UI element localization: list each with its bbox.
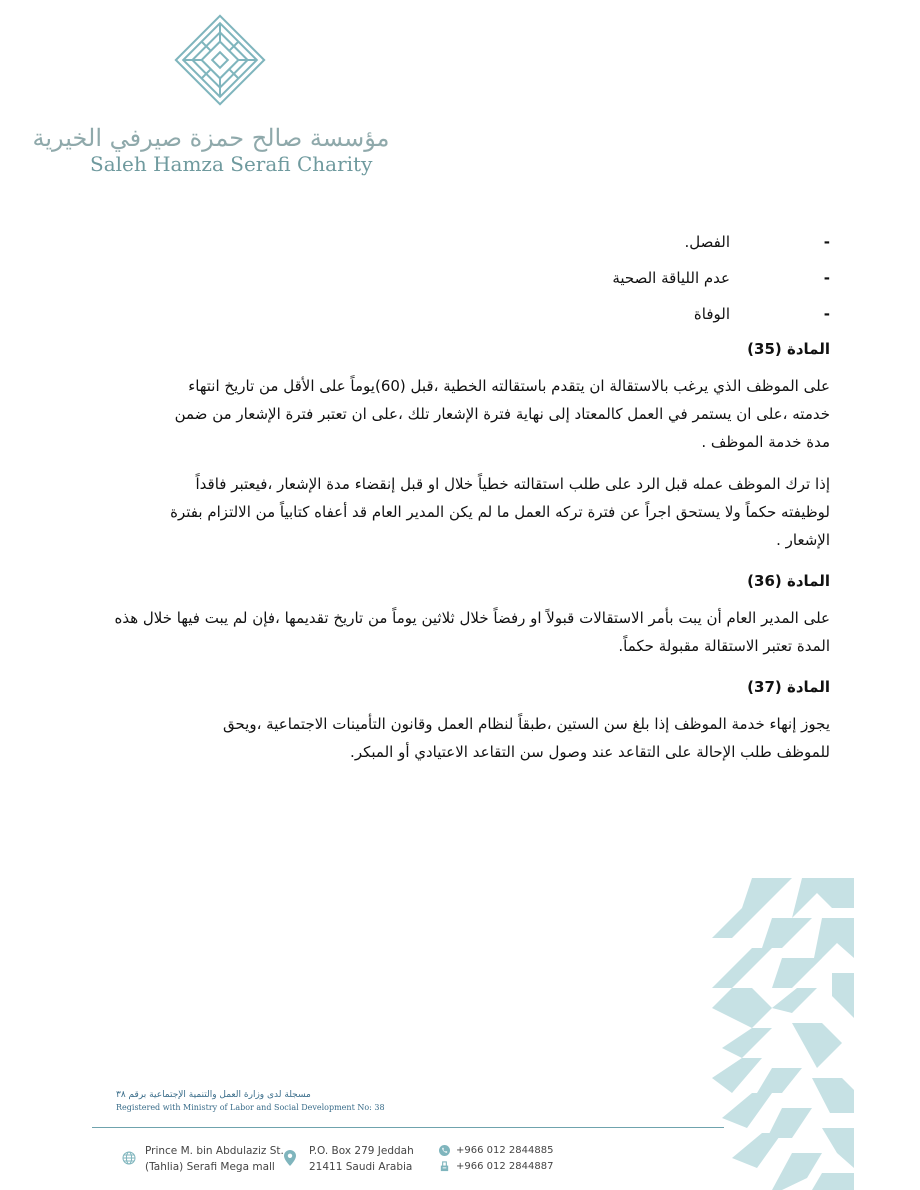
svg-text:مؤسسة صالح حمزة صيرفي الخيرية: مؤسسة صالح حمزة صيرفي الخيرية (32, 124, 390, 152)
article-heading: المادة (37) (747, 678, 830, 696)
address-line-1: Prince M. bin Abdulaziz St. (145, 1145, 284, 1157)
registration-arabic: مسجلة لدى وزارة العمل والتنمية الإجتماعية برقم ٣٨ (116, 1090, 311, 1100)
article-heading: المادة (35) (747, 340, 830, 358)
bullet-marker: - (823, 269, 830, 287)
address-line-2: (Tahlia) Serafi Mega mall (145, 1161, 275, 1173)
fax-icon (439, 1161, 450, 1172)
article-paragraph: على المدير العام أن يبت بأمر الاستقالات قبولاً او رفضاً خلال ثلاثين يوماً من تاريخ تقديمها ،فإن لم يبت فيها خلال هذه المدة تعتبر الاستقالة مقبولة حكماً. (114, 609, 830, 655)
decorative-pattern (712, 878, 854, 1190)
bullet-list (100, 228, 830, 336)
footer-contact (456, 1143, 553, 1175)
bullet-marker: - (823, 305, 830, 323)
article-paragraph: إذا ترك الموظف عمله قبل الرد على طلب استقالته خطياً خلال او قبل إنقضاء مدة الإشعار ،فيعتبر فاقداً لوظيفته حكماً ولا يستحق اجراً عن فترة تركه العمل ما لم يكن المدير العام قد أعفاه كتابياً من الالتزام بفترة الإشعار . (170, 475, 830, 549)
header-logo (32, 14, 390, 184)
charity-emblem-icon (174, 14, 266, 106)
article-heading: المادة (36) (747, 572, 830, 590)
pobox-line-1: P.O. Box 279 Jeddah (309, 1145, 414, 1157)
bullet-text: الوفاة (693, 305, 730, 323)
phone-icon (439, 1145, 450, 1156)
footer-pobox (309, 1143, 414, 1175)
logo-english-name: Saleh Hamza Serafi Charity (90, 152, 373, 176)
article-paragraph: يجوز إنهاء خدمة الموظف إذا بلغ سن الستين ،طبقاً لنظام العمل وقانون التأمينات الاجتماعية ،ويحق للموظف طلب الإحالة على التقاعد عند وصول سن التقاعد الاعتيادي أو المبكر. (222, 715, 830, 761)
footer-address (145, 1143, 284, 1175)
fax-number: +966 012 2844887 (456, 1161, 554, 1172)
list-item (100, 228, 830, 264)
list-item (100, 300, 830, 336)
bullet-text: عدم اللياقة الصحية (612, 269, 730, 287)
list-item (100, 264, 830, 300)
location-pin-icon (284, 1150, 296, 1166)
document-body (100, 228, 830, 766)
globe-icon (122, 1151, 136, 1165)
registration-english: Registered with Ministry of Labor and Social Development No: 38 (116, 1103, 385, 1112)
phone-number: +966 012 2844885 (456, 1145, 554, 1156)
pobox-line-2: 21411 Saudi Arabia (309, 1161, 413, 1173)
registration-info (116, 1090, 385, 1112)
footer-divider (92, 1127, 724, 1128)
article-paragraph: على الموظف الذي يرغب بالاستقالة ان يتقدم باستقالته الخطية ،قبل (60)يوماً على الأقل من تاريخ انتهاء خدمته ،على ان يستمر في العمل كالمعتاد إلى نهاية فترة الإشعار تلك ،على ان تعتبر فترة الإشعار من ضمن مدة خدمة الموظف . (174, 377, 830, 451)
bullet-text: الفصل. (684, 233, 730, 251)
bullet-marker: - (823, 233, 830, 251)
